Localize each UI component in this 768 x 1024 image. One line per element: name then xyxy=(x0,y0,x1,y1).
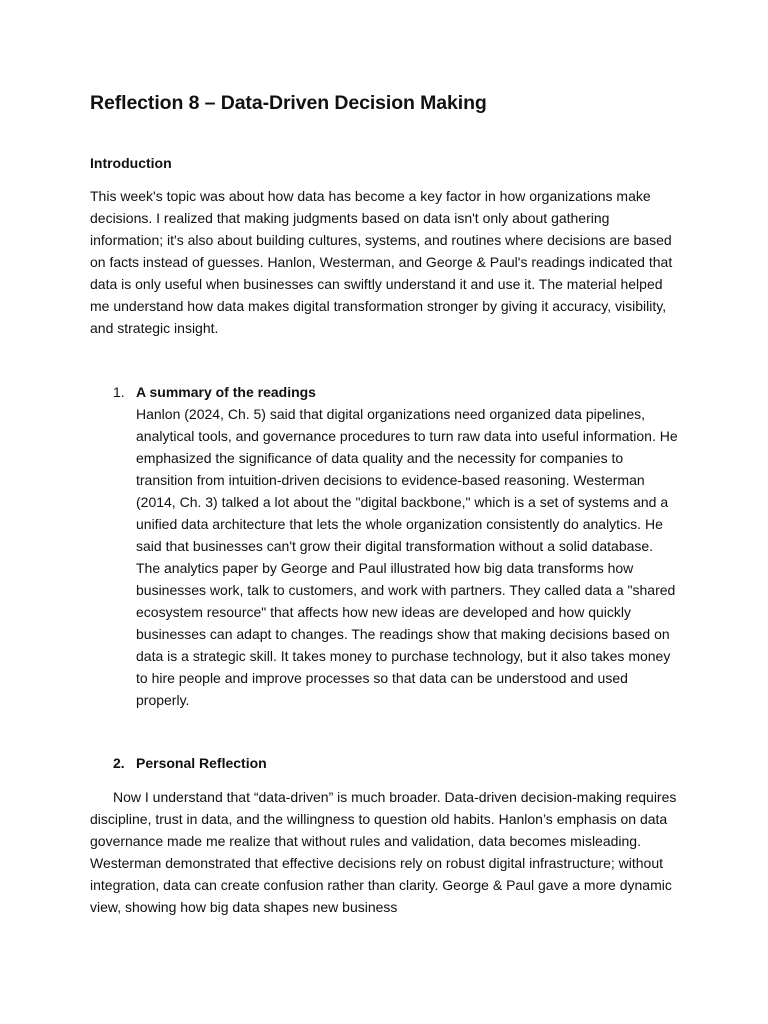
summary-heading: A summary of the readings xyxy=(136,384,316,400)
list-item-body xyxy=(136,381,680,711)
document-title: Reflection 8 – Data-Driven Decision Making xyxy=(90,92,487,114)
reflection-paragraph: Now I understand that “data-driven” is much broader. Data-driven decision-making requires discipline, trust in data, and the willingness to question old habits. Hanlon’s emphasis on data governance made me realize that without rules and validation, data becomes misleading. Westerman demonstrated that effective decisions rely on robust digital infrastructure; without integration, data can create confusion rather than clarity. George & Paul gave a more dynamic view, showing how big data shapes new business xyxy=(90,789,677,915)
list-number: 1. xyxy=(113,384,125,400)
list-number: 2. xyxy=(113,755,125,771)
introduction-paragraph: This week's topic was about how data has become a key factor in how organizations make decisions. I realized that making judgments based on data isn't only about gathering information; it's also about building cultures, systems, and routines where decisions are based on facts instead of guesses. Hanlon, Westerman, and George & Paul's readings indicated that data is only useful when businesses can swiftly understand it and use it. The material helped me understand how data makes digital transformation stronger by giving it accuracy, visibility, and strategic insight. xyxy=(90,188,673,336)
introduction-heading: Introduction xyxy=(90,155,172,171)
reflection-heading: Personal Reflection xyxy=(136,755,267,771)
summary-paragraph: Hanlon (2024, Ch. 5) said that digital organizations need organized data pipelines, analytical tools, and governance procedures to turn raw data into useful information. He emphasized the significance of data quality and the necessity for companies to transition from intuition-driven decisions to evidence-based reasoning. Westerman (2014, Ch. 3) talked a lot about the "digital backbone," which is a set of systems and a unified data architecture that lets the whole organization consistently do analytics. He said that businesses can't grow their digital transformation without a solid database. The analytics paper by George and Paul illustrated how big data transforms how businesses work, talk to customers, and work with partners. They called data a "shared ecosystem resource" that affects how new ideas are developed and how quickly businesses can adapt to changes. The readings show that making decisions based on data is a strategic skill. It takes money to purchase technology, but it also takes money to hire people and improve processes so that data can be understood and used properly. xyxy=(136,406,678,708)
list-item-body xyxy=(136,752,680,774)
